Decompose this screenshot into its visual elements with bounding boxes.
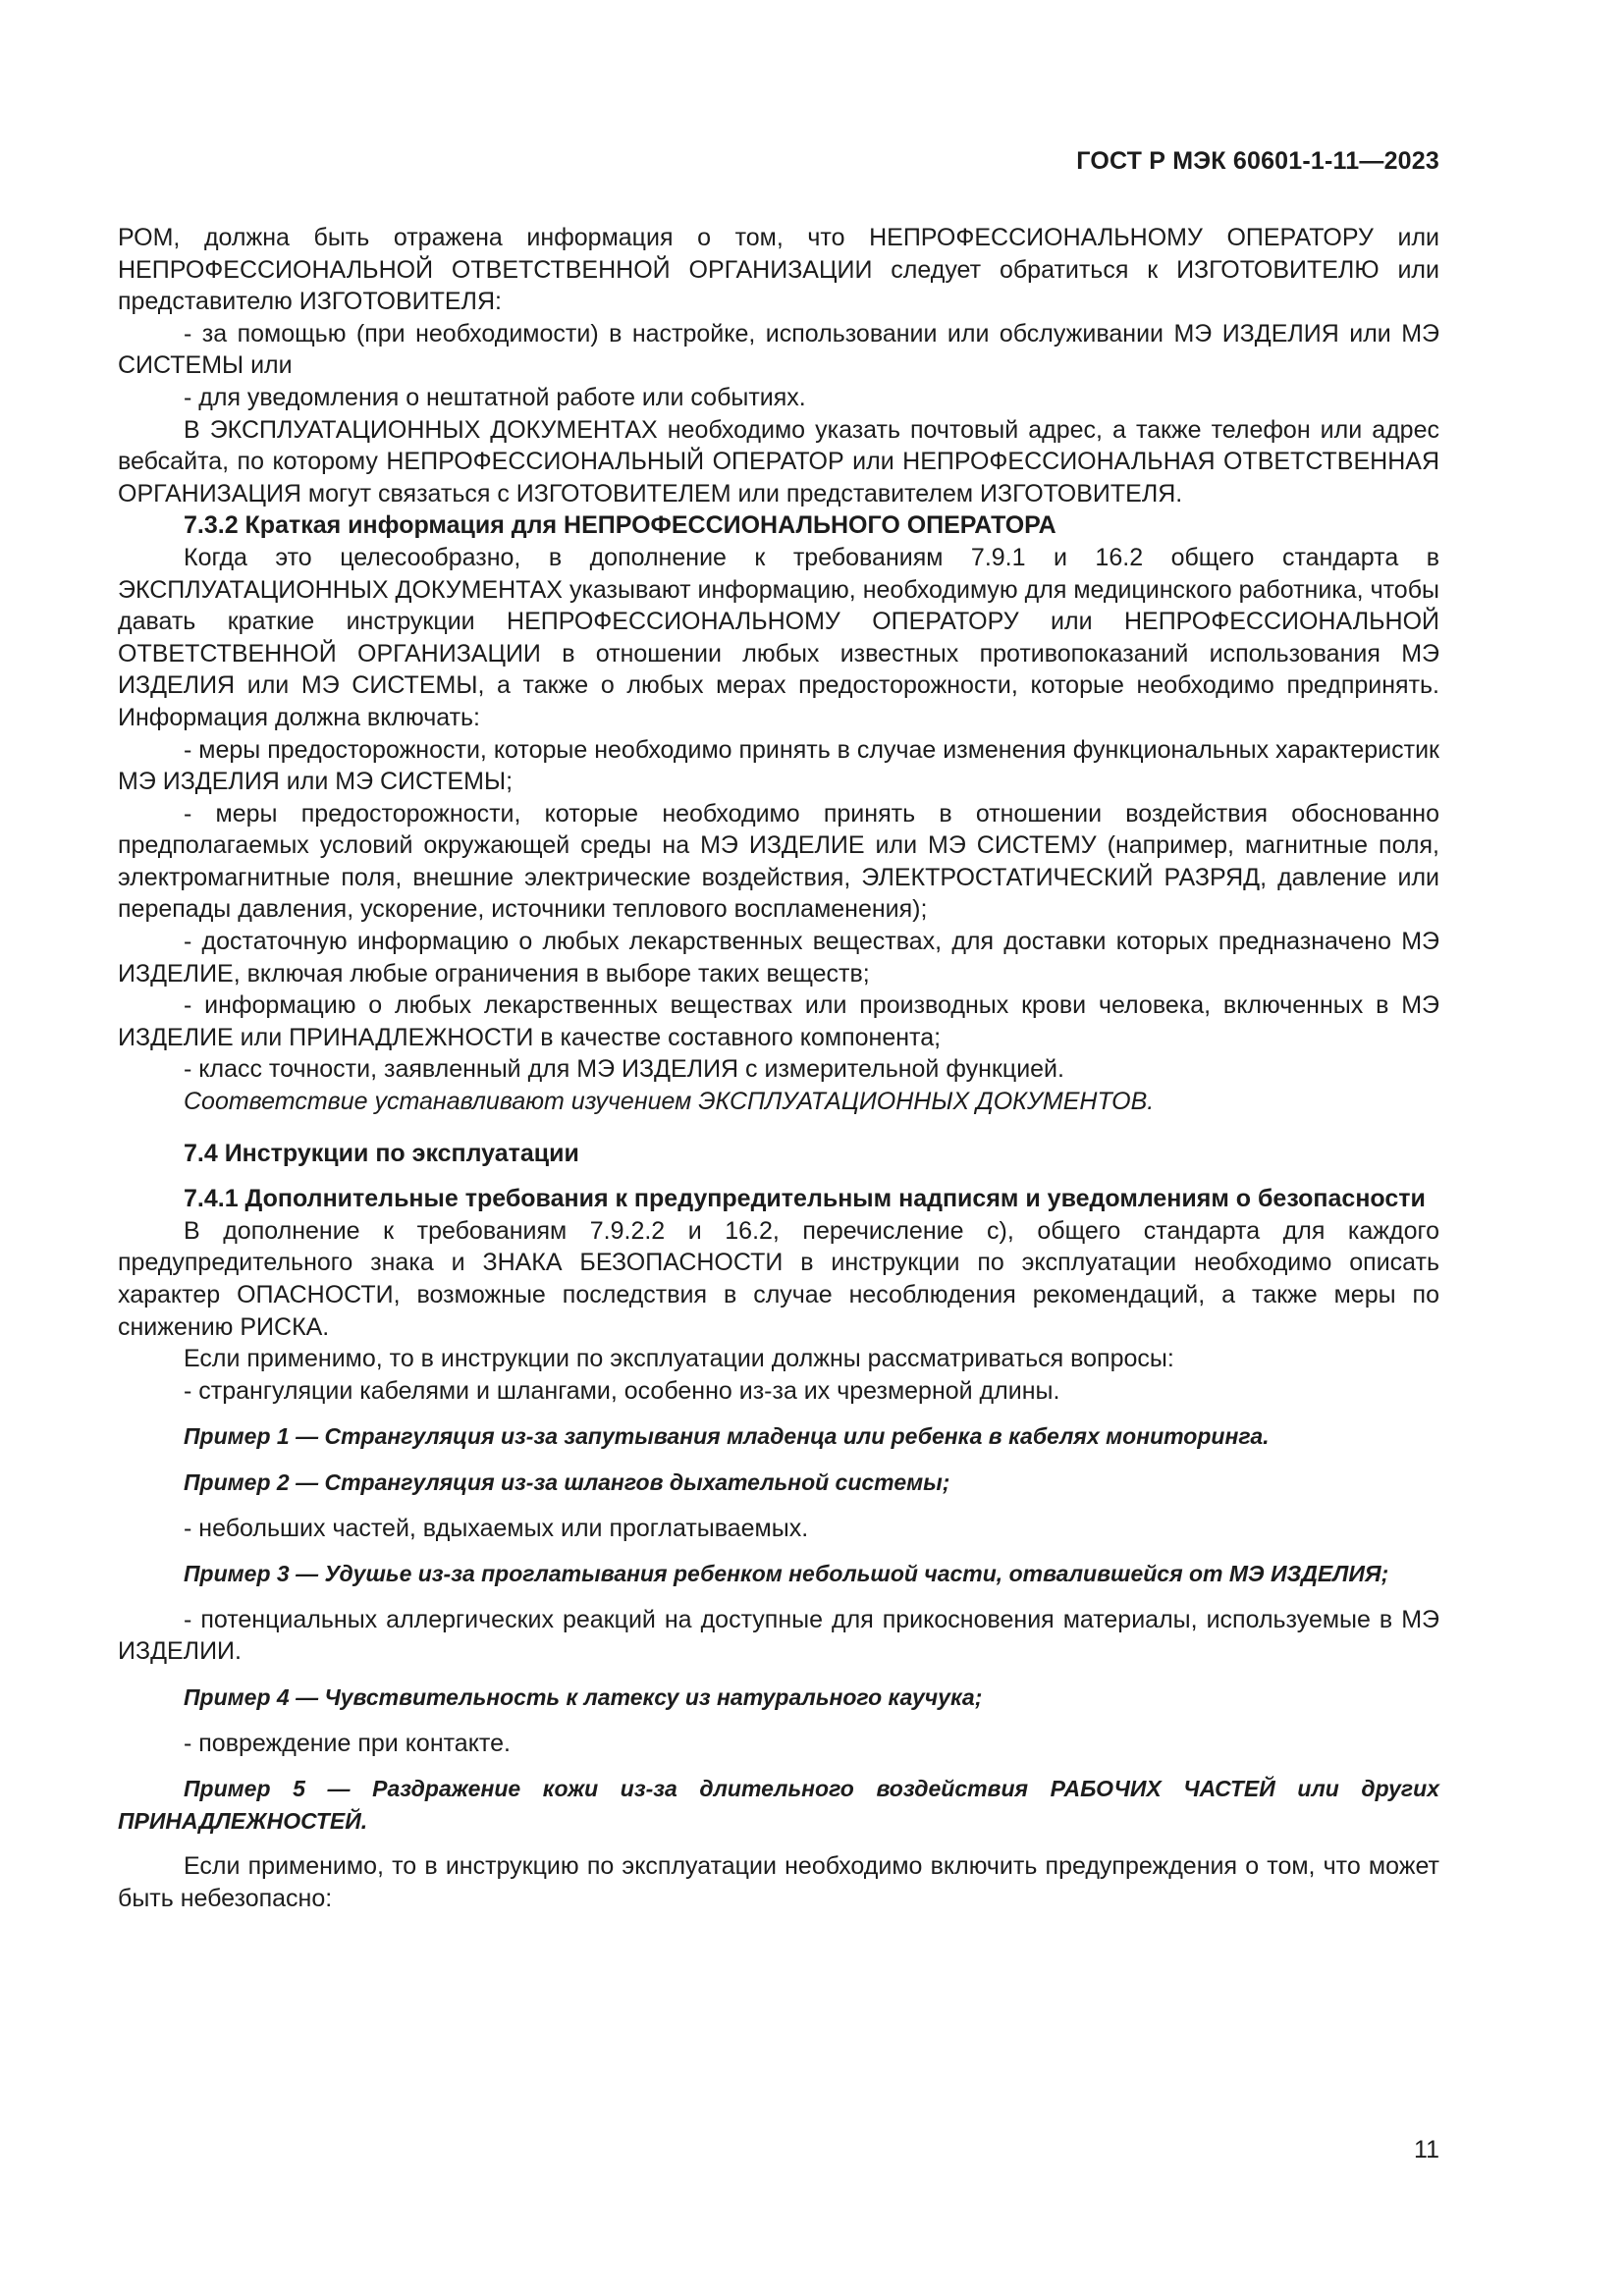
list-item: - класс точности, заявленный для МЭ ИЗДЕЛИЯ с измерительной функцией. <box>184 1055 1064 1084</box>
paragraph: В дополнение к требованиям 7.9.2.2 и 16.2, перечисление с), общего стандарта для каждого предупредительного знака и ЗНАКА БЕЗОПАСНОСТИ в инструкции по эксплуатации необходимо описать характер ОПАСНОСТИ, возможные последствия в случае несоблюдения рекомендаций, а также меры по снижению РИСКА. <box>118 1216 1439 1341</box>
page-body <box>118 222 1439 1915</box>
paragraph-continuation: РОМ, должна быть отражена информация о том, что НЕПРОФЕССИОНАЛЬНОМУ ОПЕРАТОРУ или НЕПРОФЕССИОНАЛЬНОЙ ОТВЕТСТВЕННОЙ ОРГАНИЗАЦИИ следует обратиться к ИЗГОТОВИТЕЛЮ или представителю ИЗГОТОВИТЕЛЯ: <box>118 224 1439 316</box>
paragraph: В ЭКСПЛУАТАЦИОННЫХ ДОКУМЕНТАХ необходимо указать почтовый адрес, а также телефон или адрес вебсайта, по которому НЕПРОФЕССИОНАЛЬНЫЙ ОПЕРАТОР или НЕПРОФЕССИОНАЛЬНАЯ ОТВЕТСТВЕННАЯ ОРГАНИЗАЦИЯ могут связаться с ИЗГОТОВИТЕЛЕМ или представителем ИЗГОТОВИТЕЛЯ. <box>118 415 1439 507</box>
example-note: Пример 4 — Чувствительность к латексу из натурального каучука; <box>184 1683 983 1710</box>
document-code-header: ГОСТ Р МЭК 60601-1-11—2023 <box>1076 147 1439 175</box>
page-number: 11 <box>1414 2136 1439 2163</box>
list-item: - информацию о любых лекарственных веществах или производных крови человека, включенных в МЭ ИЗДЕЛИЕ или ПРИНАДЛЕЖНОСТИ в качестве составного компонента; <box>118 991 1439 1051</box>
list-item: - меры предосторожности, которые необходимо принять в случае изменения функциональных характеристик МЭ ИЗДЕЛИЯ или МЭ СИСТЕМЫ; <box>118 735 1439 796</box>
paragraph: Когда это целесообразно, в дополнение к требованиям 7.9.1 и 16.2 общего стандарта в ЭКСПЛУАТАЦИОННЫХ ДОКУМЕНТАХ указывают информацию, необходимую для медицинского работника, чтобы давать краткие инструкции НЕПРОФЕССИОНАЛЬНОМУ ОПЕРАТОРУ или НЕПРОФЕССИОНАЛЬНОЙ ОТВЕТСТВЕННОЙ ОРГАНИЗАЦИИ в отношении любых известных противопоказаний использования МЭ ИЗДЕЛИЯ или МЭ СИСТЕМЫ, а также о любых мерах предосторожности, которые необходимо предпринять. Информация должна включать: <box>118 543 1439 731</box>
list-item: - достаточную информацию о любых лекарственных веществах, для доставки которых предназначено МЭ ИЗДЕЛИЕ, включая любые ограничения в выборе таких веществ; <box>118 928 1439 988</box>
list-item: - потенциальных аллергических реакций на доступные для прикосновения материалы, используемые в МЭ ИЗДЕЛИИ. <box>118 1605 1439 1666</box>
list-item: - странгуляции кабелями и шлангами, особенно из-за их чрезмерной длины. <box>184 1376 1060 1405</box>
list-item: - повреждение при контакте. <box>184 1729 511 1757</box>
example-note: Пример 5 — Раздражение кожи из-за длительного воздействия РАБОЧИХ ЧАСТЕЙ или других ПРИНАДЛЕЖНОСТЕЙ. <box>118 1776 1439 1834</box>
example-note: Пример 1 — Странгуляция из-за запутывания младенца или ребенка в кабелях мониторинга. <box>184 1423 1270 1450</box>
section-heading-7-3-2: 7.3.2 Краткая информация для НЕПРОФЕССИОНАЛЬНОГО ОПЕРАТОРА <box>184 511 1056 540</box>
section-heading-7-4: 7.4 Инструкции по эксплуатации <box>184 1139 579 1167</box>
example-note: Пример 2 — Странгуляция из-за шлангов дыхательной системы; <box>184 1468 950 1495</box>
example-note: Пример 3 — Удушье из-за проглатывания ребенком небольшой части, отвалившейся от МЭ ИЗДЕЛИЯ; <box>184 1561 1389 1587</box>
section-heading-7-4-1: 7.4.1 Дополнительные требования к предупредительным надписям и уведомлениям о безопасности <box>184 1185 1426 1213</box>
list-item: - меры предосторожности, которые необходимо принять в отношении воздействия обоснованно предполагаемых условий окружающей среды на МЭ ИЗДЕЛИЕ или МЭ СИСТЕМУ (например, магнитные поля, электромагнитные поля, внешние электрические воздействия, ЭЛЕКТРОСТАТИЧЕСКИЙ РАЗРЯД, давление или перепады давления, ускорение, источники теплового воспламенения); <box>118 799 1439 924</box>
list-item: - для уведомления о нештатной работе или событиях. <box>184 383 806 411</box>
paragraph: Если применимо, то в инструкции по эксплуатации должны рассматриваться вопросы: <box>184 1345 1174 1373</box>
list-item: - небольших частей, вдыхаемых или проглатываемых. <box>184 1514 809 1542</box>
paragraph: Если применимо, то в инструкцию по эксплуатации необходимо включить предупреждения о том, что может быть небезопасно: <box>118 1852 1439 1912</box>
list-item: - за помощью (при необходимости) в настройке, использовании или обслуживании МЭ ИЗДЕЛИЯ или МЭ СИСТЕМЫ или <box>118 319 1439 380</box>
compliance-note: Соответствие устанавливают изучением ЭКСПЛУАТАЦИОННЫХ ДОКУМЕНТОВ. <box>184 1088 1155 1116</box>
